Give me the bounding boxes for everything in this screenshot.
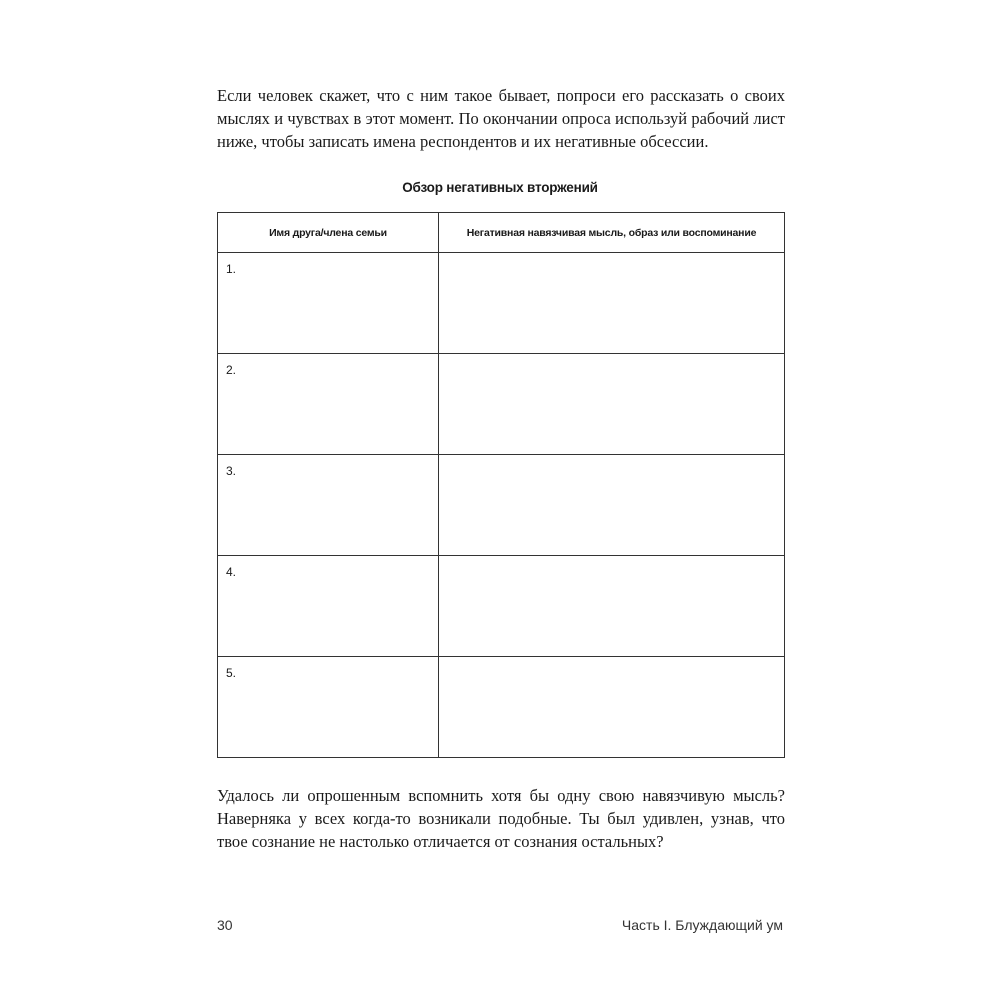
name-cell[interactable] (218, 455, 439, 556)
table-row (218, 354, 785, 455)
thought-cell[interactable] (439, 253, 785, 354)
intro-line: Если человек скажет, что с ним такое бывает, попроси его рассказать о своих (217, 86, 785, 105)
table-row (218, 253, 785, 354)
thought-cell[interactable] (439, 455, 785, 556)
row-number: 5. (226, 666, 237, 680)
name-cell[interactable] (218, 354, 439, 455)
running-head: Часть I. Блуждающий ум (621, 917, 783, 933)
row-number: 1. (226, 262, 237, 276)
table-row (218, 455, 785, 556)
closing-line: Наверняка у всех когда-то возникали подобные. Ты был удивлен, узнав, что (217, 809, 785, 828)
intro-line: мыслях и чувствах в этот момент. По окончании опроса используй рабочий лист (217, 109, 785, 128)
closing-line: твое сознание не настолько отличается от сознания остальных? (217, 832, 664, 851)
row-number: 3. (226, 464, 237, 478)
header-name-column: Имя друга/члена семьи (218, 213, 439, 253)
thought-cell[interactable] (439, 657, 785, 758)
table-row (218, 657, 785, 758)
closing-paragraph (217, 784, 785, 853)
name-cell[interactable] (218, 657, 439, 758)
worksheet-header-row (218, 213, 785, 253)
worksheet-table (217, 212, 785, 758)
page-number: 30 (217, 917, 233, 933)
row-number: 2. (226, 363, 237, 377)
thought-cell[interactable] (439, 556, 785, 657)
row-number: 4. (226, 565, 237, 579)
header-thought-column: Негативная навязчивая мысль, образ или воспоминание (439, 213, 785, 253)
name-cell[interactable] (218, 253, 439, 354)
intro-line: ниже, чтобы записать имена респондентов и их негативные обсессии. (217, 132, 709, 151)
closing-line: Удалось ли опрошенным вспомнить хотя бы одну свою навязчивую мысль? (217, 786, 785, 805)
worksheet-title: Обзор негативных вторжений (402, 180, 598, 195)
thought-cell[interactable] (439, 354, 785, 455)
intro-paragraph (217, 84, 785, 153)
table-row (218, 556, 785, 657)
name-cell[interactable] (218, 556, 439, 657)
